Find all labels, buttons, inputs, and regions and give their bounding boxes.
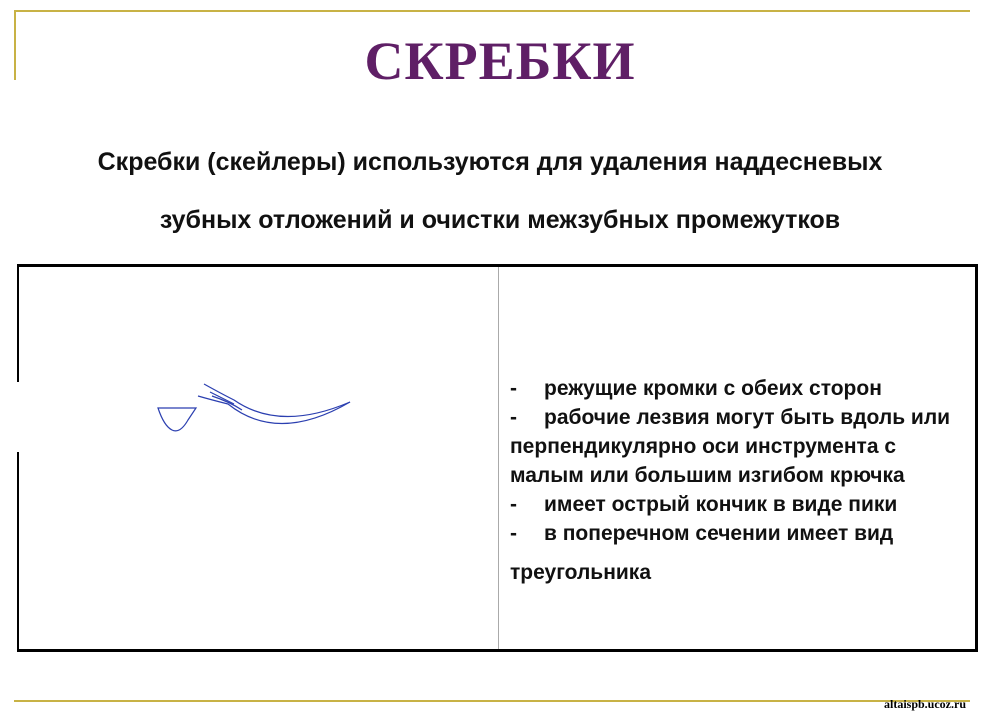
- feature-item-1: - режущие кромки с обеих сторон: [510, 377, 882, 400]
- intro-line-1: Скребки (скейлеры) используются для удаления наддесневых: [97, 148, 883, 176]
- table-left-border-top: [17, 264, 19, 382]
- slide-title: СКРЕБКИ: [364, 31, 636, 91]
- features-list: [510, 374, 970, 587]
- top-decorative-rule: [14, 10, 970, 12]
- cross-section-shape: [158, 408, 196, 431]
- table-column-divider: [498, 267, 499, 649]
- source-watermark: altaispb.ucoz.ru: [884, 697, 967, 711]
- feature-item-2: - рабочие лезвия могут быть вдоль или перпендикулярно оси инструмента с малым или большим изгибом крючка: [510, 406, 951, 487]
- feature-item-4-continuation: треугольника: [510, 561, 652, 584]
- bottom-decorative-rule: [14, 700, 970, 702]
- feature-item-4: - в поперечном сечении имеет вид: [510, 522, 894, 545]
- scaler-instrument-drawing: [150, 372, 360, 442]
- table-left-border-bottom: [17, 452, 19, 652]
- intro-line-2: зубных отложений и очистки межзубных промежутков: [159, 206, 841, 234]
- feature-item-3: - имеет острый кончик в виде пики: [510, 493, 898, 516]
